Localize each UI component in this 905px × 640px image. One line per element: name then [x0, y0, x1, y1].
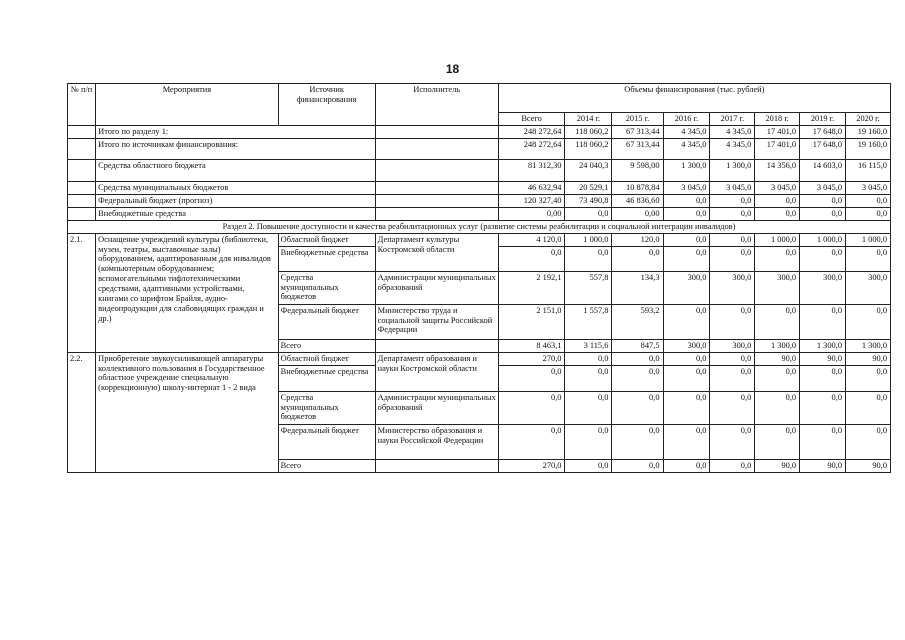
table-row: [68, 352, 891, 365]
item-value: 0,0: [565, 424, 612, 459]
item-value: 0,0: [565, 246, 612, 271]
header-activities: Мероприятия: [96, 84, 279, 126]
item-activity: Приобретение звукоусиливающей аппаратуры коллективного пользования в Государственное областное учреждение специальную (коррекционную) школу-интернат 1 - 2 вида: [96, 352, 279, 472]
item-value: 0,0: [612, 352, 663, 365]
item-value: 0,0: [755, 246, 800, 271]
total-executor: [375, 207, 498, 220]
total-value: 4 345,0: [663, 138, 710, 159]
item-value: 0,0: [710, 424, 755, 459]
total-value: 3 045,0: [755, 181, 800, 194]
item-value: 1 000,0: [565, 233, 612, 246]
total-value: 0,0: [846, 207, 891, 220]
total-executor: [375, 125, 498, 138]
item-value: 0,0: [663, 246, 710, 271]
item-value: 0,0: [710, 246, 755, 271]
item-source: Внебюджетные средства: [278, 246, 375, 271]
total-value: 19 160,0: [846, 138, 891, 159]
item-number: 2.1.: [68, 233, 96, 352]
item-number: 2.2.: [68, 352, 96, 472]
item-value: 0,0: [498, 365, 565, 391]
item-value: 593,2: [612, 304, 663, 339]
total-executor: [375, 159, 498, 181]
header-year: 2016 г.: [663, 113, 710, 126]
item-executor: Департамент образования и науки Костромской области: [375, 352, 498, 391]
header-year: 2014 г.: [565, 113, 612, 126]
item-executor: [375, 339, 498, 352]
item-value: 90,0: [800, 352, 846, 365]
total-value: 19 160,0: [846, 125, 891, 138]
item-value: 90,0: [755, 352, 800, 365]
total-value: 0,0: [800, 194, 846, 207]
item-value: 300,0: [755, 271, 800, 304]
item-source: Федеральный бюджет: [278, 424, 375, 459]
item-value: 0,0: [846, 424, 891, 459]
item-value: 1 300,0: [800, 339, 846, 352]
total-label: Итого по источникам финансирования:: [96, 138, 376, 159]
total-value: 0,00: [498, 207, 565, 220]
header-volumes: Объемы финансирования (тыс. рублей): [498, 84, 890, 113]
item-value: 0,0: [755, 365, 800, 391]
item-value: 90,0: [755, 459, 800, 472]
item-value: 0,0: [800, 424, 846, 459]
item-value: 0,0: [846, 246, 891, 271]
item-value: 4 120,0: [498, 233, 565, 246]
item-executor: Администрации муниципальных образований: [375, 391, 498, 424]
item-value: 0,0: [565, 391, 612, 424]
total-value: 9 598,00: [612, 159, 663, 181]
total-no: [68, 138, 96, 159]
total-executor: [375, 194, 498, 207]
item-value: 300,0: [710, 339, 755, 352]
item-value: 300,0: [663, 271, 710, 304]
total-value: 3 045,0: [846, 181, 891, 194]
total-value: 0,0: [663, 194, 710, 207]
header-year: 2018 г.: [755, 113, 800, 126]
item-executor: Департамент культуры Костромской области: [375, 233, 498, 271]
item-value: 0,0: [710, 352, 755, 365]
item-value: 0,0: [846, 365, 891, 391]
total-row: [68, 207, 891, 220]
item-source: Областной бюджет: [278, 352, 375, 365]
item-source: Внебюджетные средства: [278, 365, 375, 391]
item-value: 0,0: [800, 304, 846, 339]
item-value: 8 463,1: [498, 339, 565, 352]
total-value: 24 040,3: [565, 159, 612, 181]
item-source: Федеральный бюджет: [278, 304, 375, 339]
total-value: 46 632,94: [498, 181, 565, 194]
item-value: 300,0: [710, 271, 755, 304]
item-source: Областной бюджет: [278, 233, 375, 246]
financing-table: [67, 83, 891, 473]
total-value: 16 115,0: [846, 159, 891, 181]
total-value: 3 045,0: [800, 181, 846, 194]
total-row: [68, 159, 891, 181]
item-value: 0,0: [710, 391, 755, 424]
table-row: [68, 233, 891, 246]
item-source: Всего: [278, 339, 375, 352]
total-label: Средства муниципальных бюджетов: [96, 181, 376, 194]
total-no: [68, 181, 96, 194]
item-value: 2 192,1: [498, 271, 565, 304]
total-value: 0,0: [565, 207, 612, 220]
total-executor: [375, 181, 498, 194]
total-value: 4 345,0: [710, 125, 755, 138]
item-value: 1 000,0: [846, 233, 891, 246]
total-no: [68, 125, 96, 138]
item-source: Средства муниципальных бюджетов: [278, 271, 375, 304]
item-value: 0,0: [498, 391, 565, 424]
item-value: 300,0: [846, 271, 891, 304]
item-value: 0,0: [565, 352, 612, 365]
item-executor: Министерство труда и социальной защиты Российской Федерации: [375, 304, 498, 339]
total-value: 0,0: [663, 207, 710, 220]
item-value: 0,0: [612, 391, 663, 424]
item-executor: Администрации муниципальных образований: [375, 271, 498, 304]
item-value: 0,0: [498, 424, 565, 459]
header-year: 2019 г.: [800, 113, 846, 126]
item-value: 0,0: [800, 391, 846, 424]
item-value: 0,0: [663, 459, 710, 472]
item-value: 1 000,0: [800, 233, 846, 246]
item-value: 0,0: [612, 365, 663, 391]
page-number: 18: [445, 62, 460, 76]
item-value: 0,0: [663, 365, 710, 391]
header-no: № п/п: [68, 84, 96, 126]
item-value: 90,0: [846, 352, 891, 365]
total-value: 1 300,0: [710, 159, 755, 181]
total-row: [68, 125, 891, 138]
total-value: 14 356,0: [755, 159, 800, 181]
total-value: 4 345,0: [710, 138, 755, 159]
total-value: 118 060,2: [565, 138, 612, 159]
total-value: 67 313,44: [612, 138, 663, 159]
total-row: [68, 181, 891, 194]
header-source: Источник финансирования: [278, 84, 375, 126]
section-title: Раздел 2. Повышение доступности и качества реабилитационных услуг (развитие системы реабилитации и социальной интеграции инвалидов): [68, 220, 891, 233]
item-source: Средства муниципальных бюджетов: [278, 391, 375, 424]
section-row: [68, 220, 891, 233]
item-value: 90,0: [800, 459, 846, 472]
total-label: Федеральный бюджет (прогноз): [96, 194, 376, 207]
item-value: 0,0: [565, 365, 612, 391]
total-value: 67 313,44: [612, 125, 663, 138]
total-value: 73 490,8: [565, 194, 612, 207]
item-value: 1 557,8: [565, 304, 612, 339]
item-value: 300,0: [800, 271, 846, 304]
total-value: 0,0: [846, 194, 891, 207]
item-value: 0,0: [612, 459, 663, 472]
item-value: 270,0: [498, 459, 565, 472]
total-label: Средства областного бюджета: [96, 159, 376, 181]
item-value: 120,0: [612, 233, 663, 246]
item-value: 0,0: [565, 459, 612, 472]
total-executor: [375, 138, 498, 159]
item-value: 0,0: [755, 304, 800, 339]
total-value: 10 878,84: [612, 181, 663, 194]
header-year: 2015 г.: [612, 113, 663, 126]
item-value: 0,0: [710, 365, 755, 391]
item-value: 0,0: [710, 233, 755, 246]
total-value: 46 836,60: [612, 194, 663, 207]
item-value: 0,0: [800, 246, 846, 271]
item-executor: [375, 459, 498, 472]
total-value: 3 045,0: [663, 181, 710, 194]
total-no: [68, 207, 96, 220]
header-year: 2020 г.: [846, 113, 891, 126]
total-value: 1 300,0: [663, 159, 710, 181]
item-value: 270,0: [498, 352, 565, 365]
total-value: 0,0: [755, 194, 800, 207]
item-value: 0,0: [612, 424, 663, 459]
item-value: 1 300,0: [755, 339, 800, 352]
total-value: 248 272,64: [498, 138, 565, 159]
item-source: Всего: [278, 459, 375, 472]
item-value: 0,0: [710, 459, 755, 472]
total-value: 248 272,64: [498, 125, 565, 138]
total-value: 0,00: [612, 207, 663, 220]
header-year: Всего: [498, 113, 565, 126]
header-executor: Исполнитель: [375, 84, 498, 126]
item-executor: Министерство образования и науки Российской Федерации: [375, 424, 498, 459]
total-value: 17 401,0: [755, 138, 800, 159]
item-value: 847,5: [612, 339, 663, 352]
item-value: 0,0: [846, 391, 891, 424]
item-value: 0,0: [663, 391, 710, 424]
item-value: 0,0: [755, 424, 800, 459]
item-value: 0,0: [663, 424, 710, 459]
item-value: 1 000,0: [755, 233, 800, 246]
total-value: 17 401,0: [755, 125, 800, 138]
total-row: [68, 138, 891, 159]
total-value: 0,0: [710, 194, 755, 207]
item-value: 90,0: [846, 459, 891, 472]
item-value: 0,0: [755, 391, 800, 424]
item-value: 0,0: [498, 246, 565, 271]
item-value: 134,3: [612, 271, 663, 304]
item-value: 557,8: [565, 271, 612, 304]
header-year: 2017 г.: [710, 113, 755, 126]
total-value: 0,0: [800, 207, 846, 220]
item-value: 0,0: [846, 304, 891, 339]
total-value: 20 529,1: [565, 181, 612, 194]
total-label: Итого по разделу 1:: [96, 125, 376, 138]
item-value: 0,0: [612, 246, 663, 271]
total-value: 4 345,0: [663, 125, 710, 138]
total-value: 17 648,0: [800, 138, 846, 159]
item-value: 0,0: [663, 304, 710, 339]
total-value: 17 648,0: [800, 125, 846, 138]
item-value: 2 151,0: [498, 304, 565, 339]
item-value: 0,0: [663, 233, 710, 246]
total-no: [68, 159, 96, 181]
total-label: Внебюджетные средства: [96, 207, 376, 220]
total-value: 0,0: [755, 207, 800, 220]
table-body: [68, 84, 891, 473]
item-value: 0,0: [710, 304, 755, 339]
total-row: [68, 194, 891, 207]
header-row: [68, 84, 891, 113]
total-value: 0,0: [710, 207, 755, 220]
item-value: 0,0: [663, 352, 710, 365]
total-no: [68, 194, 96, 207]
item-value: 3 115,6: [565, 339, 612, 352]
total-value: 120 327,40: [498, 194, 565, 207]
total-value: 3 045,0: [710, 181, 755, 194]
total-value: 118 060,2: [565, 125, 612, 138]
total-value: 81 312,30: [498, 159, 565, 181]
item-value: 1 300,0: [846, 339, 891, 352]
item-activity: Оснащение учреждений культуры (библиотеки, музеи, театры, выставочные залы) оборудованием, адаптированным для инвалидов (компьютерным оборудованием; вспомогательными тифлотехническими средствами, адаптивными устройствами, книгами со шрифтом Брайля, аудио-видеопродукции для слабовидящих граждан и др.): [96, 233, 279, 352]
item-value: 300,0: [663, 339, 710, 352]
total-value: 14 603,0: [800, 159, 846, 181]
item-value: 0,0: [800, 365, 846, 391]
